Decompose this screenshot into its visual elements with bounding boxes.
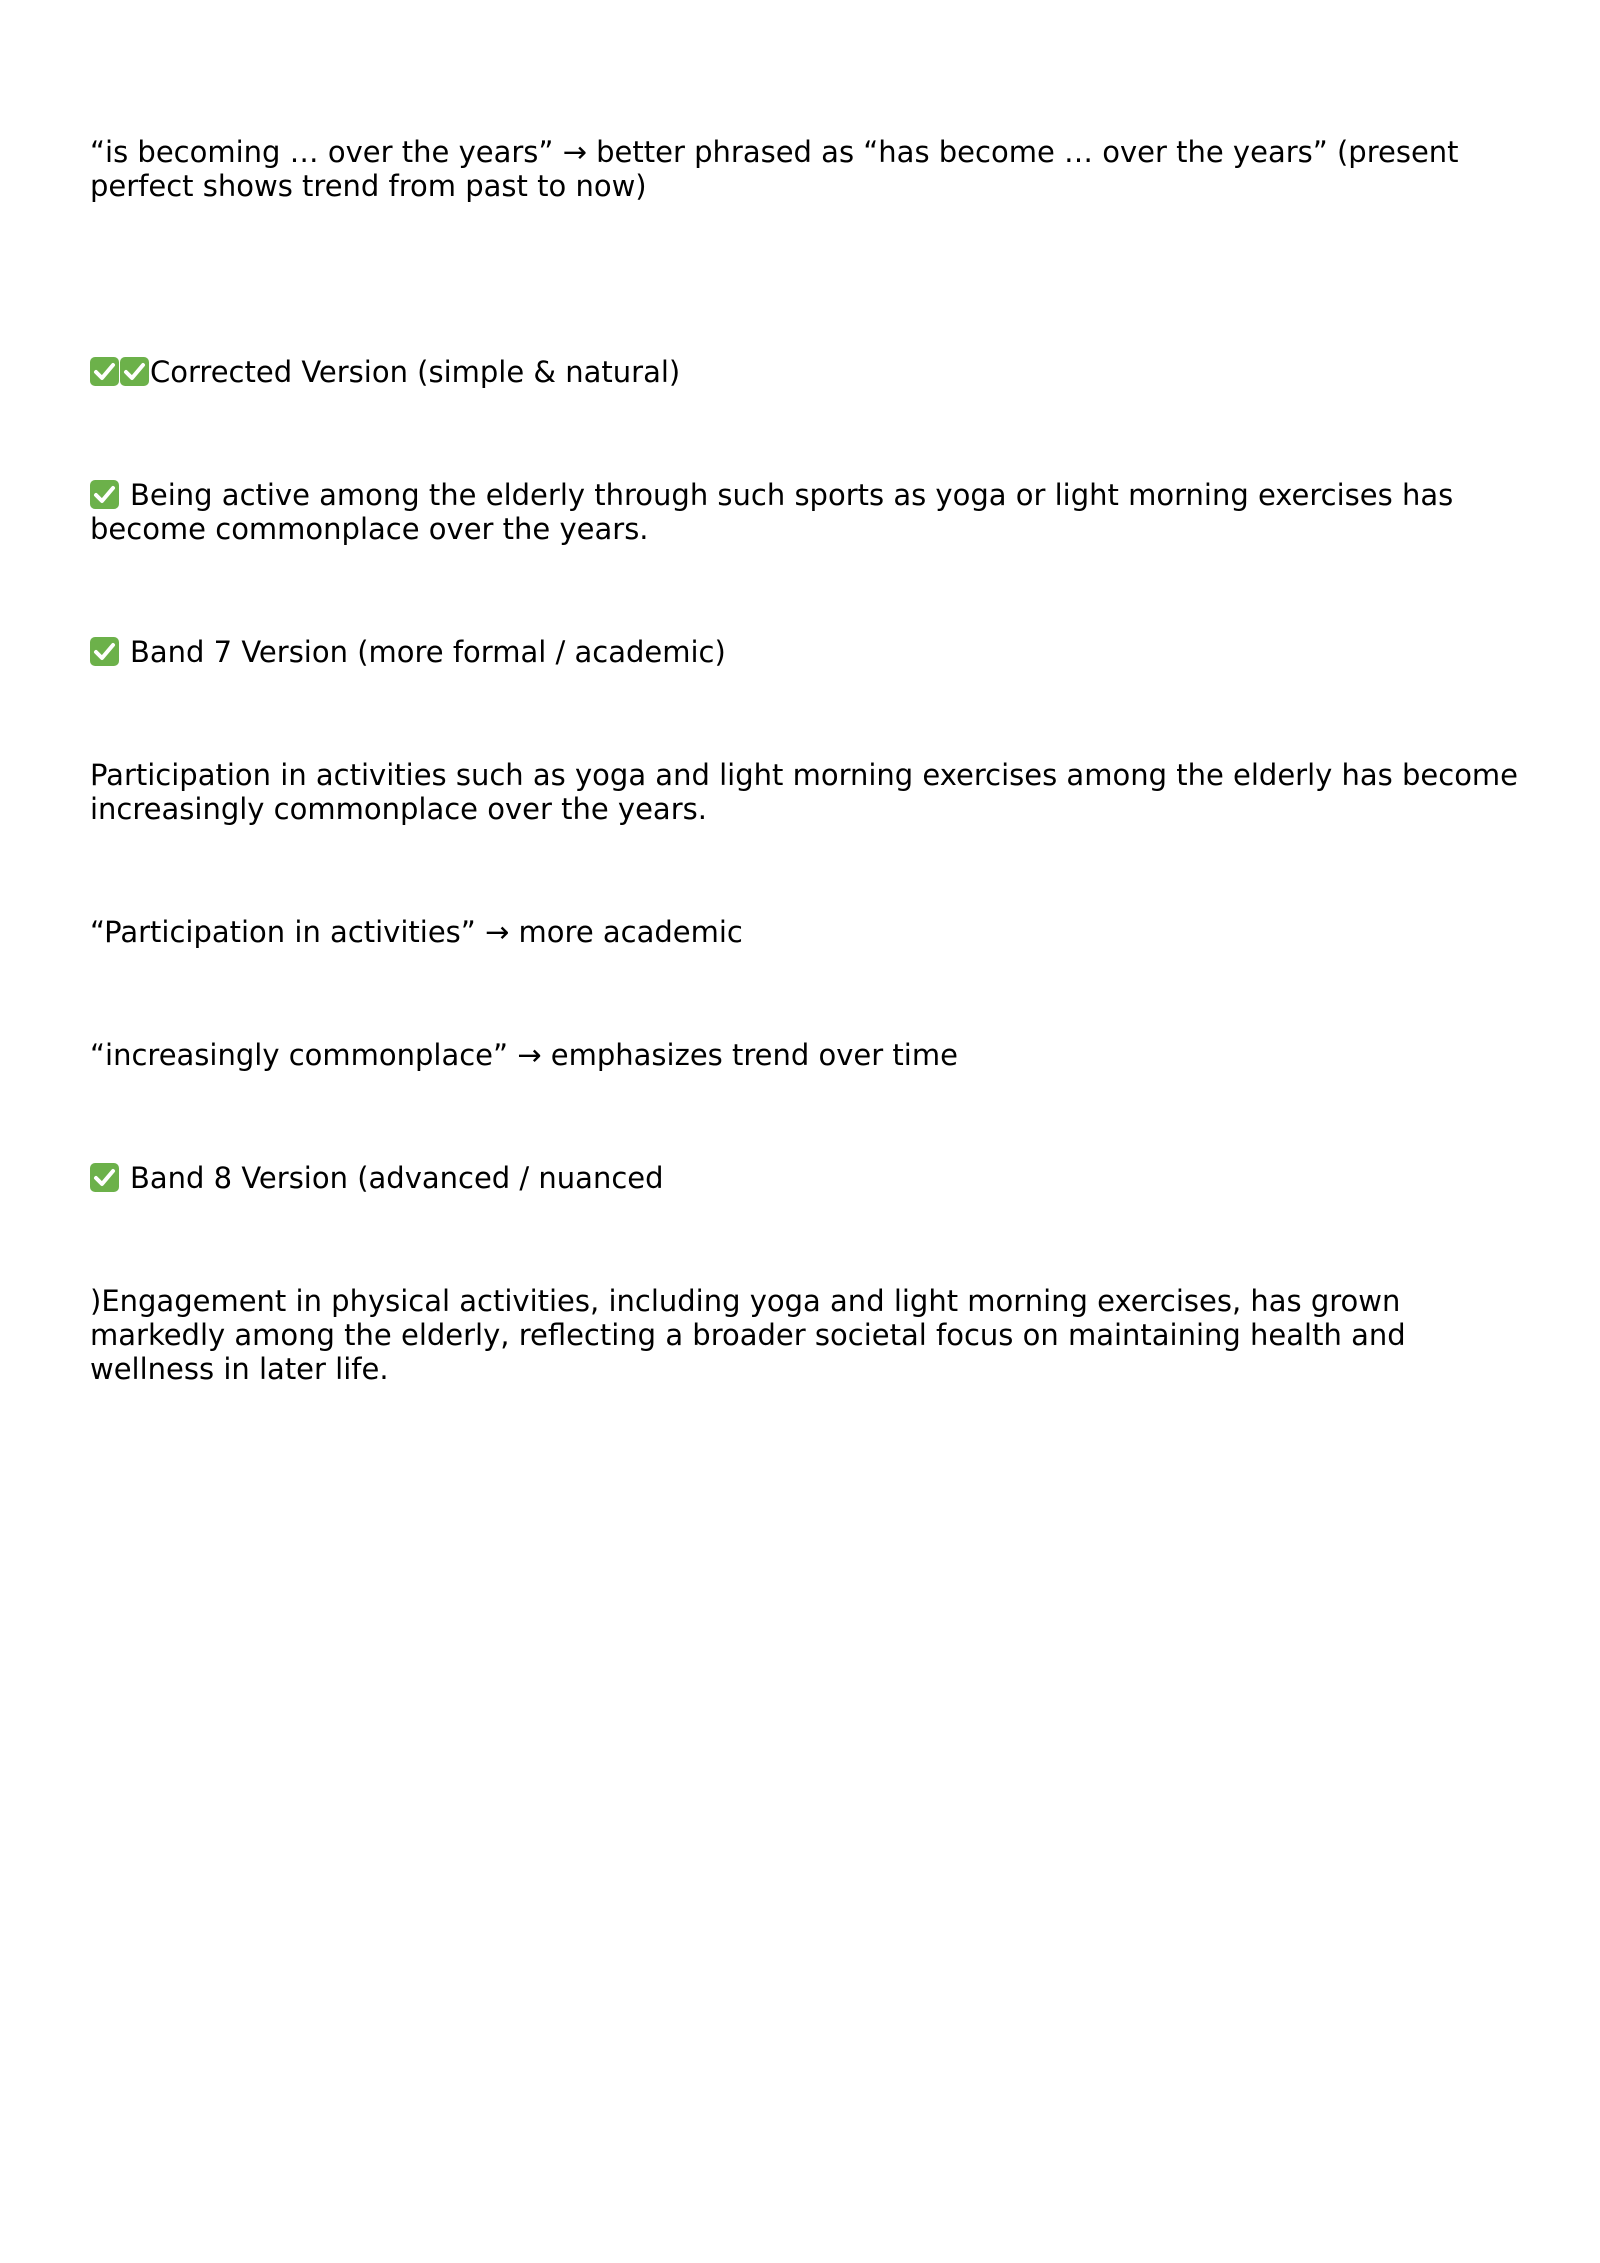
note-increasingly bbox=[90, 1038, 1530, 1072]
corrected-sentence bbox=[90, 478, 1530, 546]
band-7-sentence-text: Participation in activities such as yoga and light morning exercises among the elderly has become increasingly commonplace over the years. bbox=[90, 758, 1519, 826]
check-mark-icon bbox=[120, 357, 149, 386]
check-mark-icon bbox=[90, 357, 119, 386]
heading-band-8-text: Band 8 Version (advanced / nuanced bbox=[130, 1161, 664, 1195]
check-mark-icon bbox=[90, 480, 119, 509]
note-tense-explanation bbox=[90, 135, 1530, 203]
corrected-sentence-text: Being active among the elderly through such sports as yoga or light morning exercises has become commonplace over the years. bbox=[90, 478, 1454, 546]
check-mark-icon bbox=[90, 637, 119, 666]
note-tense-explanation-text: “is becoming … over the years” → better phrased as “has become … over the years” (present perfect shows trend from past to now) bbox=[90, 135, 1459, 203]
heading-band-7-text: Band 7 Version (more formal / academic) bbox=[130, 635, 726, 669]
note-participation-text: “Participation in activities” → more academic bbox=[90, 915, 743, 949]
note-participation bbox=[90, 915, 1530, 949]
heading-band-7 bbox=[90, 635, 1530, 669]
heading-corrected-version-text: Corrected Version (simple & natural) bbox=[150, 355, 681, 389]
band-8-sentence-text: )Engagement in physical activities, including yoga and light morning exercises, has grown markedly among the elderly, reflecting a broader societal focus on maintaining health and wellness in later life. bbox=[90, 1284, 1406, 1386]
band-7-sentence bbox=[90, 758, 1530, 826]
band-8-sentence bbox=[90, 1284, 1530, 1386]
note-increasingly-text: “increasingly commonplace” → emphasizes trend over time bbox=[90, 1038, 958, 1072]
heading-corrected-version bbox=[90, 355, 1530, 389]
check-mark-icon bbox=[90, 1163, 119, 1192]
heading-band-8 bbox=[90, 1161, 1530, 1195]
